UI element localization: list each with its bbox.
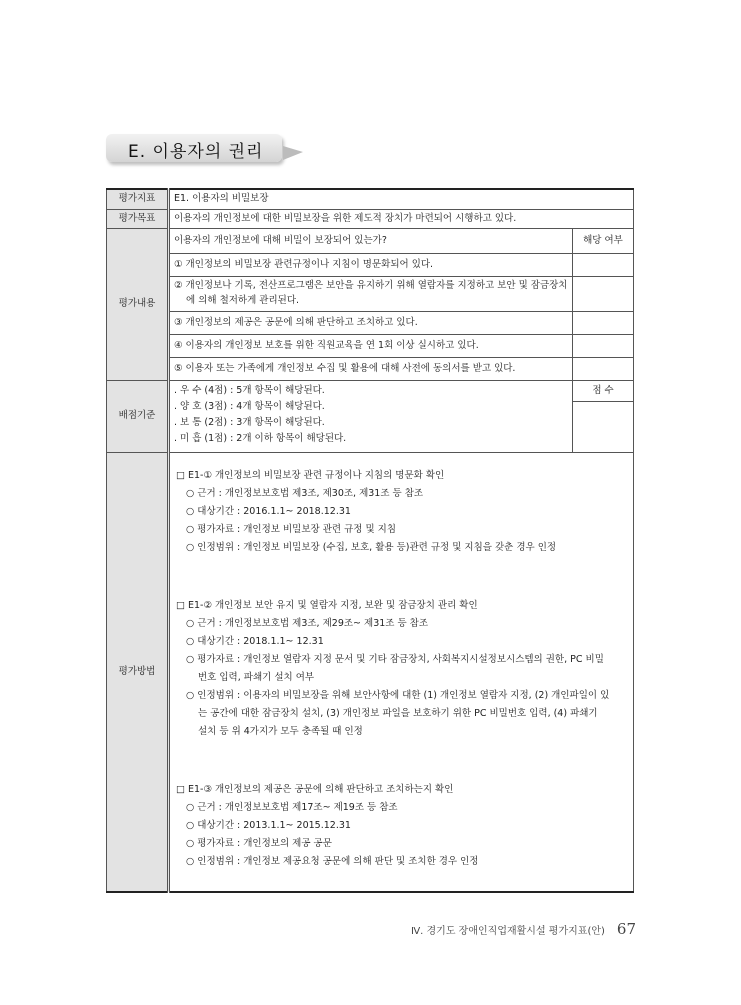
score-line: . 양 호 (3점) : 4개 항목이 해당된다. [174,400,325,412]
content-item-row [107,311,634,334]
method-line: ○ 근거 : 개인정보보호법 제17조~ 제19조 등 참조 [186,801,398,813]
method-content [169,452,634,892]
score-line: . 우 수 (4점) : 5개 항목이 해당된다. [174,384,325,396]
method-line: ○ 인정범위 : 이용자의 비밀보장을 위해 보안사항에 대한 (1) 개인정보 열람자 지정, (2) 개인파일이 있 [186,689,610,701]
method-row [107,452,634,892]
goal-label: 평가목표 [107,209,169,229]
content-item: ① 개인정보의 비밀보장 관련규정이나 지침이 명문화되어 있다. [169,254,573,277]
goal-value: 이용자의 개인정보에 대한 비밀보장을 위한 제도적 장치가 마련되어 시행하고 있다. [169,209,634,229]
score-header: 점 수 [573,380,634,401]
method-line: ○ 평가자료 : 개인정보의 제공 공문 [186,837,332,849]
score-line: . 미 흡 (1점) : 2개 이하 항목이 해당된다. [174,432,347,444]
score-criteria [169,380,573,452]
indicator-value: E1. 이용자의 비밀보장 [169,189,634,209]
section-arrow-icon [283,146,303,160]
method-line: ○ 대상기간 : 2018.1.1~ 12.31 [186,635,324,647]
method-line: 번호 입력, 파쇄기 설치 여부 [198,671,315,683]
footer-text: Ⅳ. 경기도 장애인직업재활시설 평가지표(안) [410,926,605,937]
goal-row [107,209,634,229]
indicator-row [107,189,634,209]
section-title: E. 이용자의 권리 [128,142,264,162]
method-block [176,467,627,557]
page-footer [380,920,636,938]
content-item-text: ② 개인정보나 기록, 전산프로그램은 보안을 유지하기 위해 열람자를 지정하고 보안 및 잠금장치에 의해 철저하게 관리된다. [174,280,568,307]
content-item: ③ 개인정보의 제공은 공문에 의해 판단하고 조치하고 있다. [169,311,573,334]
content-item: ④ 이용자의 개인정보 보호를 위한 직원교육을 연 1회 이상 실시하고 있다. [169,334,573,357]
content-question: 이용자의 개인정보에 대해 비밀이 보장되어 있는가? [169,229,573,254]
method-block [176,781,627,871]
method-line: ○ 평가자료 : 개인정보 비밀보장 관련 규정 및 지침 [186,523,397,535]
method-line: ○ 평가자료 : 개인정보 열람자 지정 문서 및 기타 잠금장치, 사회복지시설정보시스템의 권한, PC 비밀 [186,653,604,665]
content-item [169,277,573,311]
applicable-cell[interactable] [573,254,634,277]
applicable-cell[interactable] [573,311,634,334]
section-header [106,134,282,162]
applicable-cell[interactable] [573,357,634,380]
score-line: . 보 통 (2점) : 3개 항목이 해당된다. [174,416,325,428]
method-block [176,597,627,741]
method-title: □ E1-① 개인정보의 비밀보장 관련 규정이나 지침의 명문화 확인 [176,469,445,481]
indicator-label: 평가지표 [107,189,169,209]
method-line: ○ 인정범위 : 개인정보 제공요청 공문에 의해 판단 및 조치한 경우 인정 [186,855,479,867]
method-line: ○ 인정범위 : 개인정보 비밀보장 (수집, 보호, 활용 등)관련 규정 및 지침을 갖춘 경우 인정 [186,541,557,553]
content-label: 평가내용 [107,229,169,380]
score-value-cell[interactable] [573,401,634,452]
method-line: ○ 근거 : 개인정보보호법 제3조, 제30조, 제31조 등 참조 [186,487,424,499]
content-header-row [107,229,634,254]
content-item-row [107,254,634,277]
method-line: 는 공간에 대한 잠금장치 설치, (3) 개인정보 파일을 보호하기 위한 PC 비밀번호 입력, (4) 파쇄기 [198,707,598,719]
score-label: 배점기준 [107,380,169,452]
content-item-row [107,357,634,380]
applicable-header: 해당 여부 [573,229,634,254]
method-title: □ E1-② 개인정보 보안 유지 및 열람자 지정, 보완 및 잠금장치 관리 확인 [176,599,478,611]
content-item-row [107,277,634,311]
score-header-row [107,380,634,401]
page-number: 67 [616,920,636,938]
evaluation-table [106,188,634,893]
method-line: 설치 등 위 4가지가 모두 충족될 때 인정 [198,725,363,737]
content-item-row [107,334,634,357]
method-line: ○ 대상기간 : 2016.1.1~ 2018.12.31 [186,505,351,517]
content-item: ⑤ 이용자 또는 가족에게 개인정보 수집 및 활용에 대해 사전에 동의서를 받고 있다. [169,357,573,380]
method-title: □ E1-③ 개인정보의 제공은 공문에 의해 판단하고 조치하는지 확인 [176,783,454,795]
applicable-cell[interactable] [573,334,634,357]
applicable-cell[interactable] [573,277,634,311]
method-line: ○ 대상기간 : 2013.1.1~ 2015.12.31 [186,819,351,831]
method-label: 평가방법 [107,452,169,892]
method-line: ○ 근거 : 개인정보보호법 제3조, 제29조~ 제31조 등 참조 [186,617,429,629]
